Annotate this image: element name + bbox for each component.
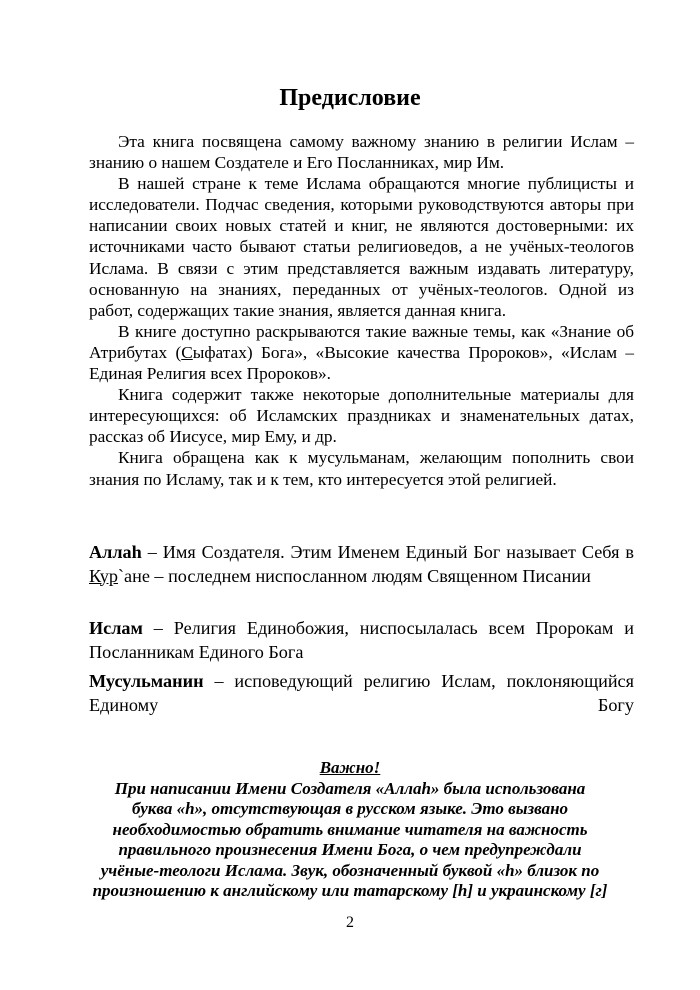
preface-text: [89, 131, 634, 490]
note-heading: Важно!: [319, 758, 381, 777]
preface-paragraph-1: Эта книга посвящена самому важному знанию в религии Ислам – знанию о нашем Создателе и Его Посланниках, мир Им.: [89, 132, 634, 173]
important-note: [60, 758, 640, 902]
note-line: буква «h», отсутствующая в русском языке. Это вызвано: [131, 799, 569, 818]
glossary-term: Ислам: [89, 618, 143, 638]
glossary-definition-text-b: `ане – последнем ниспосланном людям Священном Писании: [117, 565, 591, 586]
glossary-term: Аллаh: [89, 542, 142, 562]
glossary-definition: [89, 541, 634, 588]
glossary-term: Мусульманин: [89, 671, 204, 691]
preface-paragraph-3-text-b: ыфатах) Бога», «Высокие качества Пророков», «Ислам – Единая Религия всех Пророков».: [89, 342, 634, 384]
note-line: необходимостью обратить внимание читателя на важность: [112, 819, 588, 839]
glossary-entry-allah: [89, 541, 634, 588]
glossary-definition: [89, 670, 634, 717]
note-line: При написании Имени Создателя «Аллаh» была использована: [114, 778, 586, 798]
underlined-letter: С: [181, 342, 193, 362]
note-line: правильного произнесения Имени Бога, о чем предупреждали: [118, 840, 582, 859]
preface-paragraph-4: Книга содержит также некоторые дополнительные материалы для интересующихся: об Исламских праздниках и знаменательных датах, рассказ об Иисусе, мир Ему, и др.: [89, 385, 634, 447]
glossary-entry-islam: [89, 617, 634, 664]
glossary-definition-text-a: – Имя Создателя. Этим Именем Единый Бог называет Себя в: [141, 542, 634, 562]
note-line: произношению к английскому или татарскому [h] и украинскому [г]: [92, 881, 608, 900]
preface-paragraph-2: В нашей стране к теме Ислама обращаются многие публицисты и исследователи. Подчас сведения, которыми руководствуются авторы при написании своих новых статей и книг, не являются достоверными: их источниками часто бывают статьи религиоведов, а не учёных-теологов Ислама. В связи с этим представляется важным издавать литературу, основанную на знаниях, переданных от учёных-теологов. Одной из работ, содержащих такие знания, является данная книга.: [89, 174, 634, 320]
glossary-definition-text: – Религия Единобожия, ниспосылалась всем Пророкам и Посланникам Единого Бога: [89, 618, 634, 662]
page-number: 2: [346, 914, 354, 931]
glossary-definition-text: – исповедующий религию Ислам, поклоняющийся Единому Богу: [89, 671, 634, 715]
preface-paragraph-5: Книга обращена как к мусульманам, желающим пополнить свои знания по Исламу, так и к тем, кто интересуется этой религией.: [89, 448, 634, 489]
note-line: учёные-теологи Ислама. Звук, обозначенный буквой «h» близок по: [100, 860, 600, 880]
glossary-definition: [89, 617, 634, 664]
preface-paragraph-3: [89, 321, 634, 384]
glossary-entry-muslim: [89, 670, 634, 717]
page-title: Предисловие: [279, 85, 421, 111]
preface-paragraph-3-text-a: В книге доступно раскрываются такие важные темы, как «Знание об Атрибутах (: [89, 321, 634, 362]
underlined-text: Кур: [89, 565, 118, 586]
